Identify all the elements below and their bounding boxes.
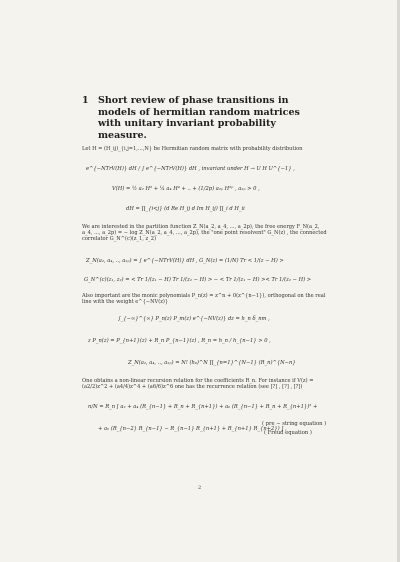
equation-potential: V(H) = ½ a₂ H² + ¼ a₄ H⁴ + .. + (1/2p) a₂ₚ H²ᵖ , a₂ₚ > 0 , — [112, 186, 260, 192]
equation-orthogonality: ∫_{−∞}^{∞} P_n(z) P_m(z) e^{−NV(z)} dz = h_n δ_nm , — [118, 316, 270, 322]
equation-recursion: z P_n(z) = P_{n+1}(z) + R_n P_{n−1}(z) , R_n = h_n / h_{n−1} > 0 , — [88, 338, 271, 344]
equation-string-line1: n/N = R_n [ a₂ + a₄ (R_{n−1} + R_n + R_{n+1}) + a₆ (R_{n−1} + R_n + R_{n+1})² + — [88, 404, 318, 410]
equation-measure: dH = ∏_{i<j} (d Re H_ij d Im H_ij) ∏_i d H_ii — [126, 206, 245, 212]
page-number: 2 — [198, 485, 202, 491]
section-heading — [82, 95, 322, 141]
label-pre-string-equation: ( pre − string equation ) — [262, 421, 327, 427]
section-number: 1 — [82, 95, 89, 106]
equation-string-line2: + a₆ (R_{n−2} R_{n−1} − R_{n−1} R_{n+1} + R_{n+1} R_{n+2}) ] , — [98, 426, 287, 432]
equation-connected-correlator: G_N^(c)(z₁, z₂) = < Tr 1/(z₁ − H) Tr 1/(z₂ − H) > − < Tr 1/(z₁ − H) >< Tr 1/(z₂ − H) > — [84, 277, 312, 283]
section-title: Short review of phase transitions in models of hermitian random matrices with unitary invariant probability measure. — [98, 95, 300, 141]
paragraph-intro: Let H = (H_ij)_{i,j=1,...,N} be Hermitian random matrix with probability distribution — [82, 146, 303, 152]
equation-partition-product: Z_N(a₂, a₄, .., a₂ₚ) = N! (h₀)^N ∏_{n=1}^{N−1} (R_n)^{N−n} — [128, 360, 296, 366]
label-freud-equation: ( Freud equation ) — [264, 430, 312, 436]
equation-partition-resolvent: Z_N(a₂, a₄, .., a₂ₚ) = ∫ e^{−NTrV(H)} dH , G_N(z) = (1/N) Tr < 1/(z − H) > — [86, 258, 284, 264]
paragraph-partition-function: We are interested in the partition function Z_N(a_2, a_4, ..., a_2p), the free energy F_N(a_2, a_4, ..., a_2p) = − log Z_N(a_2, a_4, ..., a_2p), the "one point resolvent" G_N(z) , the connected correlator G_N^(c)(z_1, z_2) — [82, 224, 327, 243]
paragraph-recursion-relation: One obtains a non-linear recursion relation for the coefficients R_n. For instance if V(z) = (a2/2)z^2 + (a4/4)z^4 + (a6/6)z^6 one has the recurrence relation (see [?] , [?] , [?]) — [82, 378, 314, 391]
paragraph-orthogonal-polynomials: Also important are the monic polynomials P_n(z) = z^n + 0(z^{n−1}), orthogonal on the real line with the weight e^{−NV(z)} — [82, 293, 326, 306]
equation-distribution: e^{−NTrV(H)} dH / ∫ e^{−NTrV(H)} dH , invariant under H → U H U^{−1} , — [86, 166, 295, 172]
